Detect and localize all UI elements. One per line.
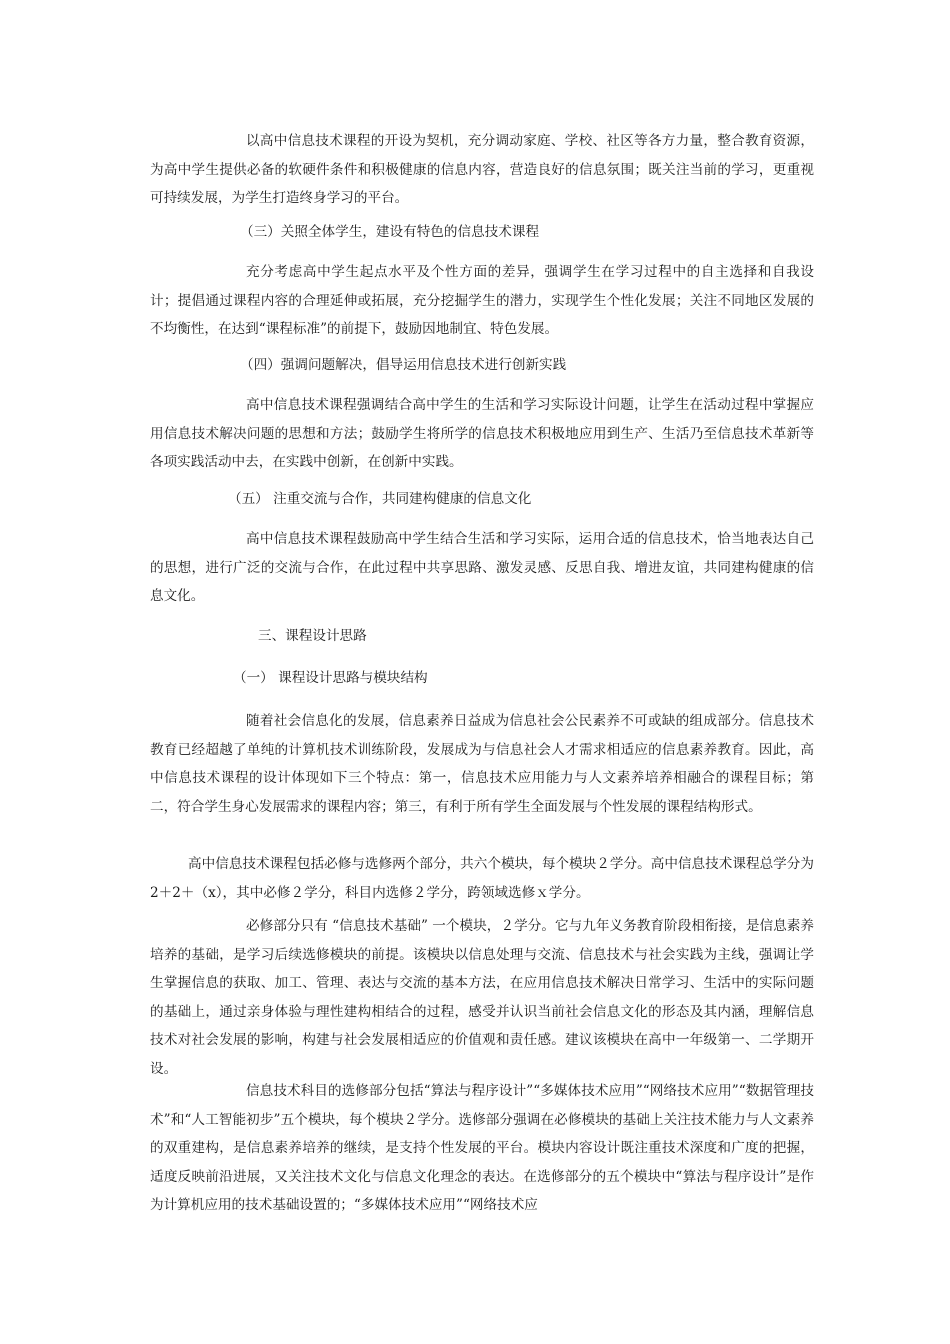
subheading-1: （一） 课程设计思路与模块结构 [233, 670, 428, 686]
paragraph-communication: 高中信息技术课程鼓励高中学生结合生活和学习实际，运用合适的信息技术，恰当地表达自己的思想，进行广泛的交流与合作，在此过程中共享思路、激发灵感、反思自我、增进友谊，共同建构健康的信息文化。 [150, 531, 814, 605]
subheading-4: （四）强调问题解决，倡导运用信息技术进行创新实践 [240, 357, 567, 373]
section-heading-3: 三、课程设计思路 [258, 628, 367, 644]
paragraph-individual-differences: 充分考虑高中学生起点水平及个性方面的差异，强调学生在学习过程中的自主选择和自我设计；提倡通过课程内容的合理延伸或拓展，充分挖掘学生的潜力，实现学生个性化发展；关注不同地区发展的不均衡性，在达到“课程标准”的前提下，鼓励因地制宜、特色发展。 [150, 264, 814, 338]
paragraph-elective-modules: 信息技术科目的选修部分包括“算法与程序设计”“多媒体技术应用”“网络技术应用”“数据管理技术”和“人工智能初步”五个模块，每个模块２学分。选修部分强调在必修模块的基础上关注技术能力与人文素养的双重建构，是信息素养培养的继续，是支持个性发展的平台。模块内容设计既注重技术深度和广度的把握，适度反映前沿进展，又关注技术文化与信息文化理念的表达。在选修部分的五个模块中“算法与程序设计”是作为计算机应用的技术基础设置的；“多媒体技术应用”“网络技术应 [150, 1083, 814, 1214]
subheading-5: （五） 注重交流与合作，共同建构健康的信息文化 [228, 491, 532, 507]
paragraph-modules-credits: 高中信息技术课程包括必修与选修两个部分，共六个模块，每个模块２学分。高中信息技术课程总学分为 2＋2＋（x），其中必修２学分，科目内选修２学分，跨领域选修ｘ学分。 [150, 856, 814, 901]
paragraph-problem-solving: 高中信息技术课程强调结合高中学生的生活和学习实际设计问题，让学生在活动过程中掌握应用信息技术解决问题的思想和方法；鼓励学生将所学的信息技术积极地应用到生产、生活乃至信息技术革新等各项实践活动中去，在实践中创新，在创新中实践。 [150, 397, 814, 471]
paragraph-required-module: 必修部分只有 “信息技术基础” 一个模块，２学分。它与九年义务教育阶段相衔接，是信息素养培养的基础，是学习后续选修模块的前提。该模块以信息处理与交流、信息技术与社会实践为主线，强调让学生掌握信息的获取、加工、管理、表达与交流的基本方法，在应用信息技术解决日常学习、生活中的实际问题的基础上，通过亲身体验与理性建构相结合的过程，感受并认识当前社会信息文化的形态及其内涵，理解信息技术对社会发展的影响，构建与社会发展相适应的价值观和责任感。建议该模块在高中一年级第一、二学期开设。 [150, 918, 814, 1077]
paragraph-design-features: 随着社会信息化的发展，信息素养日益成为信息社会公民素养不可或缺的组成部分。信息技术教育已经超越了单纯的计算机技术训练阶段，发展成为与信息社会人才需求相适应的信息素养教育。因此，高中信息技术课程的设计体现如下三个特点：第一，信息技术应用能力与人文素养培养相融合的课程目标；第二，符合学生身心发展需求的课程内容；第三，有利于所有学生全面发展与个性发展的课程结构形式。 [150, 713, 814, 815]
subheading-3: （三）关照全体学生，建设有特色的信息技术课程 [240, 224, 540, 240]
paragraph-resource-integration: 以高中信息技术课程的开设为契机，充分调动家庭、学校、社区等各方力量，整合教育资源，为高中学生提供必备的软硬件条件和积极健康的信息内容，营造良好的信息氛围；既关注当前的学习，更重视可持续发展，为学生打造终身学习的平台。 [150, 133, 814, 207]
